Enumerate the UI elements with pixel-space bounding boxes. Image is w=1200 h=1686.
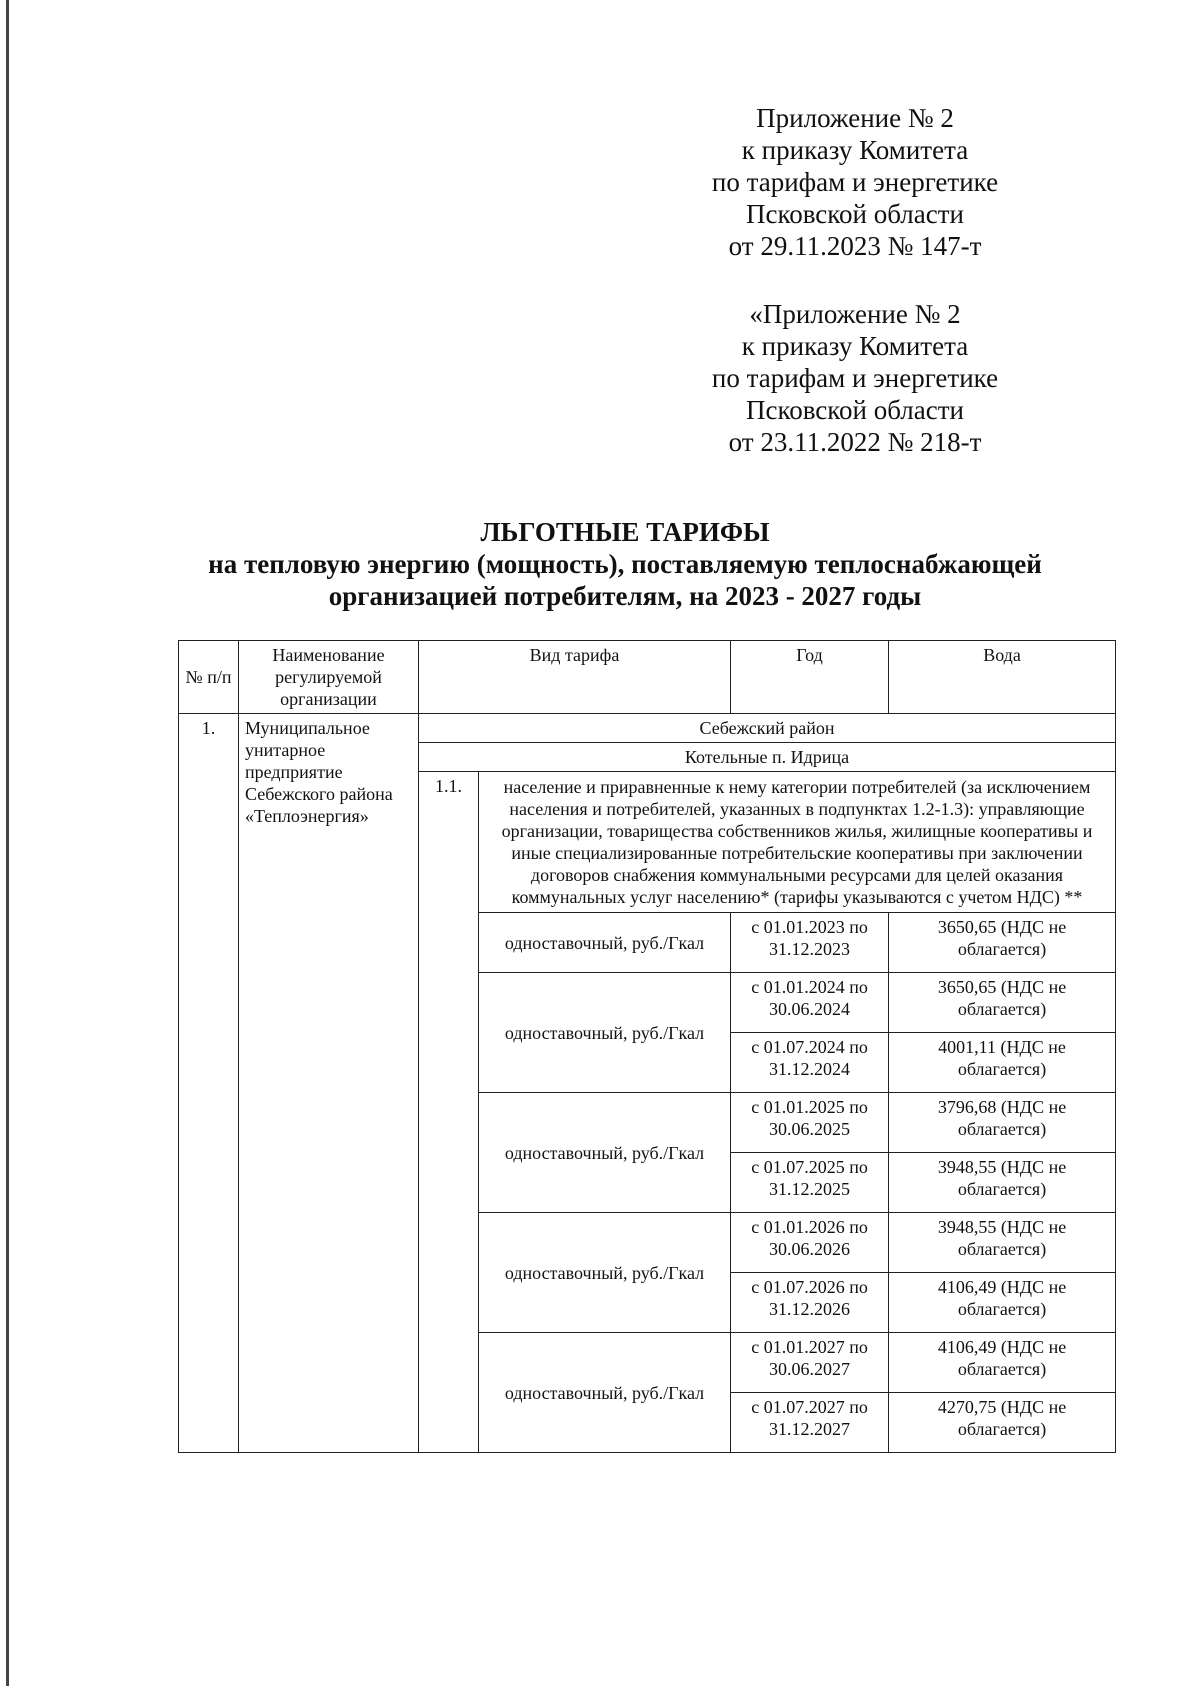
tariff-table — [178, 640, 1116, 1453]
subitem-number: 1.1. — [419, 772, 479, 1453]
tariff-type-cell: одноставочный, руб./Гкал — [479, 913, 731, 973]
annex-current-line: по тарифам и энергетике — [711, 167, 999, 197]
annex-previous-line: Псковской области — [745, 395, 964, 425]
annex-current-line: к приказу Комитета — [741, 135, 969, 165]
period-cell: с 01.07.2024 по 31.12.2024 — [731, 1033, 889, 1093]
tariff-type-cell: одноставочный, руб./Гкал — [479, 1333, 731, 1453]
annex-current — [700, 102, 1010, 262]
district-name: Себежский район — [419, 714, 1116, 743]
title-line: на тепловую энергию (мощность), поставляемую теплоснабжающей — [208, 549, 1042, 579]
water-tariff-cell: 3948,55 (НДС не облагается) — [889, 1153, 1116, 1213]
water-tariff-cell: 4270,75 (НДС не облагается) — [889, 1393, 1116, 1453]
annex-previous-line: к приказу Комитета — [741, 331, 969, 361]
boiler-house-name: Котельные п. Идрица — [419, 743, 1116, 772]
water-tariff-cell: 4001,11 (НДС не облагается) — [889, 1033, 1116, 1093]
period-cell: с 01.01.2023 по 31.12.2023 — [731, 913, 889, 973]
annex-previous-line: от 23.11.2022 № 218-т — [728, 427, 982, 457]
water-tariff-cell: 4106,49 (НДС не облагается) — [889, 1273, 1116, 1333]
document-title — [175, 516, 1075, 612]
tariff-type-cell: одноставочный, руб./Гкал — [479, 1093, 731, 1213]
period-cell: с 01.01.2024 по 30.06.2024 — [731, 973, 889, 1033]
water-tariff-cell: 3650,65 (НДС не облагается) — [889, 913, 1116, 973]
header-tariff-type: Вид тарифа — [419, 641, 731, 714]
header-year: Год — [731, 641, 889, 714]
water-tariff-cell: 4106,49 (НДС не облагается) — [889, 1333, 1116, 1393]
water-tariff-cell: 3650,65 (НДС не облагается) — [889, 973, 1116, 1033]
header-water: Вода — [889, 641, 1116, 714]
annex-current-line: Приложение № 2 — [756, 103, 954, 133]
title-line: ЛЬГОТНЫЕ ТАРИФЫ — [480, 517, 770, 547]
period-cell: с 01.01.2025 по 30.06.2025 — [731, 1093, 889, 1153]
tariff-type-cell: одноставочный, руб./Гкал — [479, 973, 731, 1093]
annex-previous-line: по тарифам и энергетике — [711, 363, 999, 393]
table-header-row — [179, 641, 1116, 714]
scan-edge-line — [6, 0, 9, 1686]
water-tariff-cell: 3948,55 (НДС не облагается) — [889, 1213, 1116, 1273]
period-cell: с 01.07.2026 по 31.12.2026 — [731, 1273, 889, 1333]
annex-previous — [700, 298, 1010, 458]
table-row — [179, 714, 1116, 743]
tariff-type-cell: одноставочный, руб./Гкал — [479, 1213, 731, 1333]
water-tariff-cell: 3796,68 (НДС не облагается) — [889, 1093, 1116, 1153]
period-cell: с 01.01.2026 по 30.06.2026 — [731, 1213, 889, 1273]
annex-current-line: Псковской области — [745, 199, 964, 229]
annex-current-line: от 29.11.2023 № 147-т — [728, 231, 982, 261]
title-line: организацией потребителям, на 2023 - 2027 годы — [328, 581, 922, 611]
annex-previous-line: «Приложение № 2 — [749, 299, 961, 329]
header-org: Наименование регулируемой организации — [239, 641, 419, 714]
consumer-category-description: население и приравненные к нему категории потребителей (за исключением населения и потребителей, указанных в подпунктах 1.2-1.3): управляющие организации, товарищества собственников жилья, жилищные кооперативы и иные специализированные потребительские кооперативы при заключении договоров снабжения коммунальными ресурсами для целей оказания коммунальных услуг населению* (тарифы указываются с учетом НДС) ** — [479, 772, 1116, 913]
period-cell: с 01.07.2027 по 31.12.2027 — [731, 1393, 889, 1453]
row-number: 1. — [179, 714, 239, 1453]
period-cell: с 01.07.2025 по 31.12.2025 — [731, 1153, 889, 1213]
header-num: № п/п — [179, 641, 239, 714]
period-cell: с 01.01.2027 по 30.06.2027 — [731, 1333, 889, 1393]
organization-name: Муниципальное унитарное предприятие Себежского района «Теплоэнергия» — [239, 714, 419, 1453]
